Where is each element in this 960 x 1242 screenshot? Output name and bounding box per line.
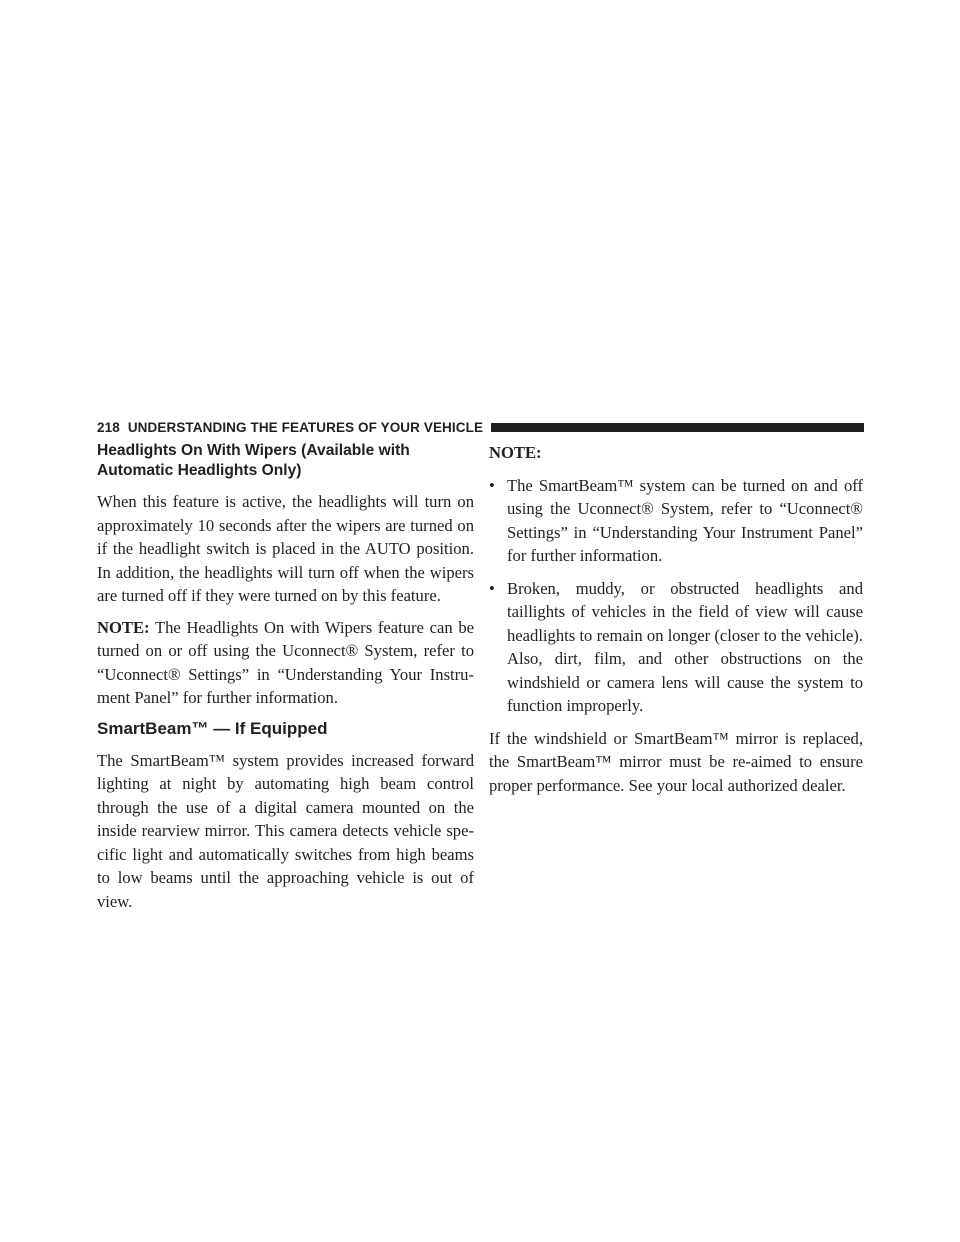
left-column [97, 441, 474, 921]
bullet-icon: • [489, 578, 495, 598]
bullet-text: The SmartBeam™ system can be turned on and off using the Uconnect® System, refer to “Uconnect® Settings” in “Understanding Your Instrument Panel” for further information. [507, 475, 863, 565]
bullet-text: Broken, muddy, or obstructed headlights and taillights of vehicles in the field of view will cause headlights to remain on longer (closer to the vehicle). Also, dirt, film, and other obstructions on the windshield or camera lens will cause the system to function improperly. [507, 578, 863, 715]
heading-smartbeam: SmartBeam™ — If Equipped [97, 718, 328, 738]
header-rule [491, 423, 864, 432]
page-number: 218 [97, 419, 120, 435]
bullet-icon: • [489, 475, 495, 495]
paragraph-smartbeam: The SmartBeam™ system provides increased forward lighting at night by automating high beam control through the use of a digital camera mounted on the inside rearview mirror. This camera detects vehicle spe- cific light and automatically switches from high beams to low beams until the approaching vehicle is out of view. [97, 750, 474, 911]
list-item [489, 577, 863, 718]
page-header [97, 417, 864, 437]
right-column [489, 441, 863, 805]
note-text: The Headlights On with Wipers feature can be turned on or off using the Uconnect® System, refer to “Uconnect® Settings” in “Understanding Your Instru- ment Panel” for further information. [97, 617, 474, 707]
list-item [489, 474, 863, 568]
section-title: UNDERSTANDING THE FEATURES OF YOUR VEHICLE [127, 419, 484, 435]
heading-headlights-on-with-wipers: Headlights On With Wipers (Available with Automatic Headlights Only) [97, 442, 410, 479]
note-bullet-list [489, 474, 863, 718]
note-paragraph [97, 616, 474, 710]
note-heading: NOTE: [489, 443, 542, 462]
paragraph-wipers-feature: When this feature is active, the headlights will turn on approximately 10 seconds after the wipers are turned on if the headlight switch is placed in the AUTO position. In addition, the headlights will turn off when the wipers are turned off if they were turned on by this feature. [97, 492, 474, 605]
note-label: NOTE: [97, 617, 150, 637]
paragraph-mirror-replacement: If the windshield or SmartBeam™ mirror is replaced, the SmartBeam™ mirror must be re-aimed to ensure proper performance. See your local authorized dealer. [489, 728, 863, 795]
